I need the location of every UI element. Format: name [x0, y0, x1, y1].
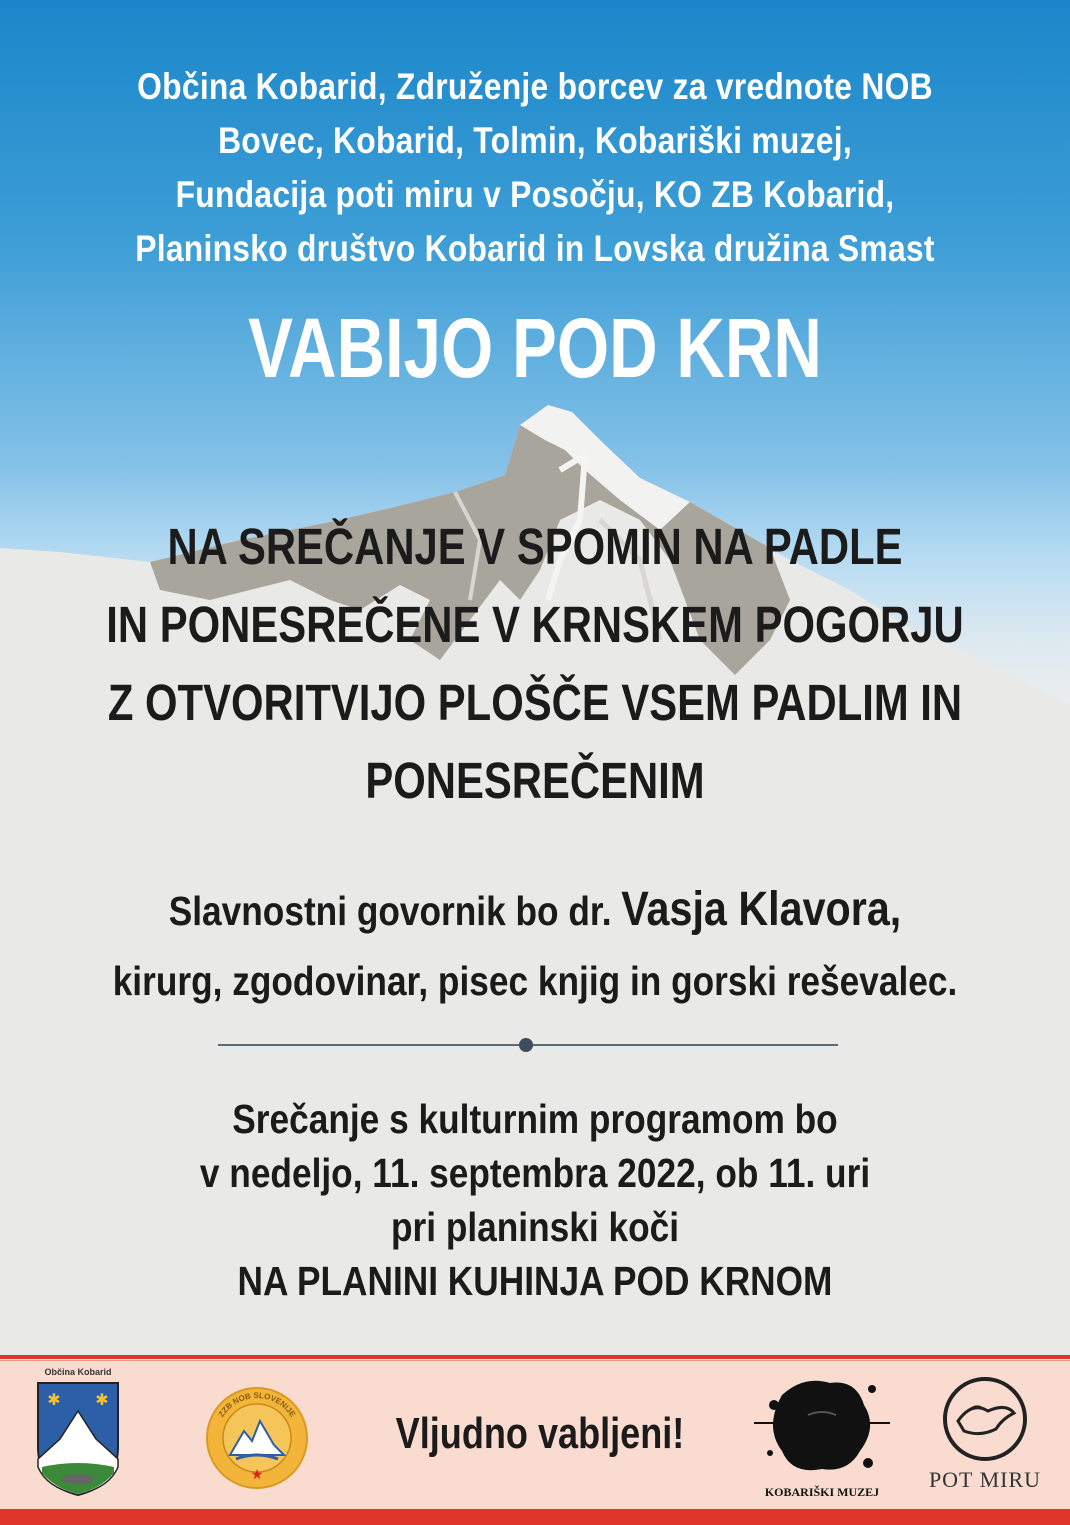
kobariski-muzej-logo-icon: [752, 1365, 892, 1483]
divider-dot: [519, 1038, 533, 1052]
footer-logos: [0, 1361, 1070, 1509]
speaker-info: [75, 875, 995, 1016]
purpose-line: Z OTVORITVIJO PLOŠČE VSEM PADLIM IN: [107, 674, 963, 731]
speaker-intro: Slavnostni govornik bo dr.: [168, 888, 612, 934]
speaker-name: Vasja Klavora,: [621, 883, 902, 936]
organizers-line: Fundacija poti miru v Posočju, KO ZB Kobarid,: [175, 174, 895, 215]
poster-title: VABIJO POD KRN: [248, 301, 822, 395]
event-line: NA PLANINI KUHINJA POD KRNOM: [237, 1258, 833, 1304]
organizers-line: Občina Kobarid, Združenje borcev za vrednote NOB: [137, 66, 933, 107]
svg-text:✱: ✱: [47, 1392, 61, 1409]
purpose-line: NA SREČANJE V SPOMIN NA PADLE: [167, 518, 903, 575]
svg-text:★: ★: [250, 1466, 264, 1482]
speaker-description: kirurg, zgodovinar, pisec knjig in gorski reševalec.: [112, 958, 958, 1004]
footer-top-border: [0, 1355, 1070, 1359]
purpose-line: PONESREČENIM: [365, 752, 705, 809]
purpose-line: IN PONESREČENE V KRNSKEM POGORJU: [106, 596, 964, 653]
organizers-list: [75, 60, 995, 276]
organizers-line: Bovec, Kobarid, Tolmin, Kobariški muzej,: [218, 120, 852, 161]
event-line: pri planinski koči: [390, 1204, 680, 1250]
organizers-line: Planinsko društvo Kobarid in Lovska družina Smast: [135, 228, 935, 269]
pot-miru-logo: [910, 1375, 1060, 1501]
kobarid-caption: Občina Kobarid: [44, 1367, 112, 1377]
kobarid-coat-of-arms: [30, 1367, 126, 1501]
svg-text:✱: ✱: [95, 1392, 109, 1409]
zb-emblem-text: ZZB NOB SLOVENIJE: [216, 1390, 298, 1419]
invitation-text: Vljudno vabljeni!: [395, 1409, 685, 1458]
event-line: v nedeljo, 11. septembra 2022, ob 11. uri: [199, 1150, 871, 1196]
pot-miru-caption: POT MIRU: [928, 1467, 1042, 1492]
event-purpose: [96, 508, 973, 820]
museum-caption: KOBARIŠKI MUZEJ: [764, 1485, 880, 1499]
zb-nob-emblem: [202, 1383, 312, 1493]
event-details: [75, 1092, 995, 1308]
zb-nob-emblem-icon: [202, 1383, 312, 1493]
pot-miru-bird-logo-icon: [910, 1375, 1060, 1467]
event-line: Srečanje s kulturnim programom bo: [232, 1096, 838, 1142]
footer-bottom-band: [0, 1509, 1070, 1525]
kobariski-muzej-logo: [752, 1365, 892, 1501]
kobarid-coat-of-arms-icon: [30, 1367, 126, 1501]
